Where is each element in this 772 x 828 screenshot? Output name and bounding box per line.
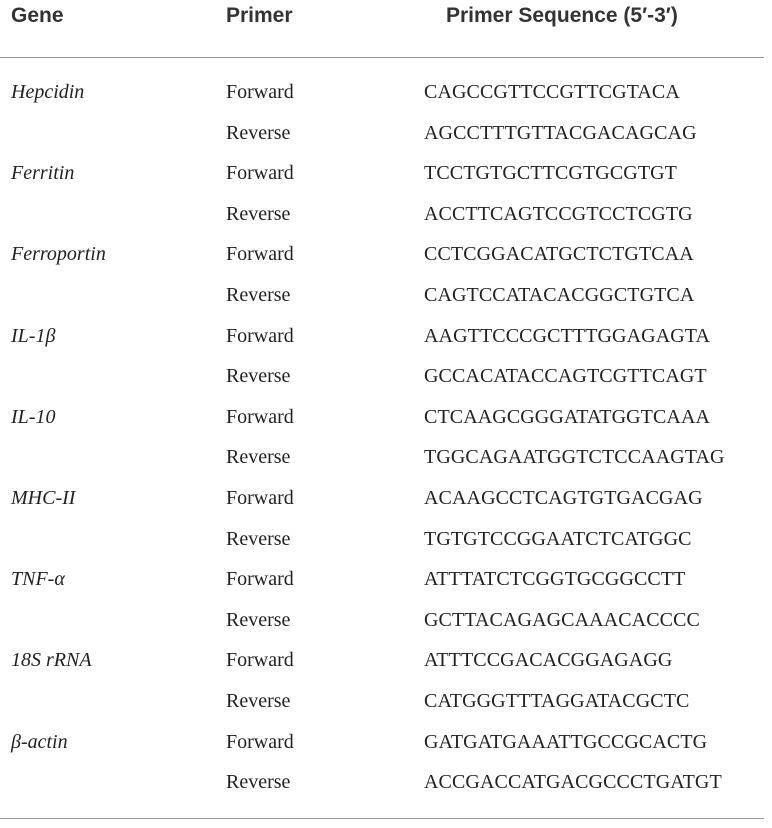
header-divider bbox=[0, 57, 764, 58]
primer-direction-cell: Forward bbox=[226, 730, 294, 753]
table-row bbox=[0, 438, 772, 479]
sequence-cell: CATGGGTTTAGGATACGCTC bbox=[424, 689, 690, 712]
sequence-cell: CTCAAGCGGGATATGGTCAAA bbox=[424, 405, 711, 428]
sequence-cell: GATGATGAAATTGCCGCACTG bbox=[424, 730, 708, 753]
table-row bbox=[0, 560, 772, 601]
sequence-cell: ACAAGCCTCAGTGTGACGAG bbox=[424, 486, 703, 509]
gene-cell: Ferroportin bbox=[11, 243, 106, 266]
table-body bbox=[0, 73, 772, 804]
sequence-cell: AAGTTCCCGCTTTGGAGAGTA bbox=[424, 324, 711, 347]
primer-direction-cell: Forward bbox=[226, 486, 294, 509]
primer-direction-cell: Reverse bbox=[226, 202, 291, 225]
table-row bbox=[0, 235, 772, 276]
primer-direction-cell: Reverse bbox=[226, 283, 291, 306]
gene-cell: IL-1β bbox=[11, 324, 56, 347]
table-row bbox=[0, 195, 772, 236]
sequence-cell: CAGCCGTTCCGTTCGTACA bbox=[424, 81, 680, 103]
primer-direction-cell: Reverse bbox=[226, 527, 291, 550]
gene-cell: Ferritin bbox=[11, 162, 75, 185]
header-gene: Gene bbox=[11, 4, 64, 27]
table-row bbox=[0, 398, 772, 439]
table-row bbox=[0, 520, 772, 561]
primer-direction-cell: Forward bbox=[226, 243, 294, 266]
table-row bbox=[0, 276, 772, 317]
table-row bbox=[0, 763, 772, 804]
primer-direction-cell: Forward bbox=[226, 405, 294, 428]
table-row bbox=[0, 641, 772, 682]
header-primer-sequence: Primer Sequence (5′-3′) bbox=[446, 4, 678, 27]
table-row bbox=[0, 114, 772, 155]
primer-direction-cell: Reverse bbox=[226, 608, 291, 631]
primer-direction-cell: Reverse bbox=[226, 365, 291, 388]
sequence-cell: GCTTACAGAGCAAACACCCC bbox=[424, 608, 700, 631]
table-row bbox=[0, 601, 772, 642]
sequence-cell: AGCCTTTGTTACGACAGCAG bbox=[424, 121, 697, 144]
sequence-cell: GCCACATACCAGTCGTTCAGT bbox=[424, 365, 707, 388]
table-row bbox=[0, 357, 772, 398]
primer-direction-cell: Forward bbox=[226, 162, 294, 185]
table-row bbox=[0, 154, 772, 195]
primer-direction-cell: Reverse bbox=[226, 689, 291, 712]
primer-direction-cell: Forward bbox=[226, 324, 294, 347]
gene-cell: MHC-II bbox=[11, 486, 76, 509]
table-row bbox=[0, 682, 772, 723]
sequence-cell: TGGCAGAATGGTCTCCAAGTAG bbox=[424, 446, 725, 469]
primer-direction-cell: Forward bbox=[226, 568, 294, 591]
sequence-cell: CCTCGGACATGCTCTGTCAA bbox=[424, 243, 694, 266]
sequence-cell: ATTTATCTCGGTGCGGCCTT bbox=[424, 568, 686, 591]
primer-direction-cell: Reverse bbox=[226, 446, 291, 469]
primer-direction-cell: Reverse bbox=[226, 121, 291, 144]
gene-cell: β-actin bbox=[11, 730, 68, 753]
table-header bbox=[0, 0, 772, 56]
sequence-cell: TCCTGTGCTTCGTGCGTGT bbox=[424, 162, 677, 185]
header-primer: Primer bbox=[226, 4, 293, 27]
gene-cell: Hepcidin bbox=[11, 81, 85, 103]
primer-direction-cell: Reverse bbox=[226, 771, 291, 794]
table-row bbox=[0, 73, 772, 114]
gene-cell: TNF-α bbox=[11, 568, 65, 591]
sequence-cell: ATTTCCGACACGGAGAGG bbox=[424, 649, 673, 672]
sequence-cell: CAGTCCATACACGGCTGTCA bbox=[424, 283, 695, 306]
primer-direction-cell: Forward bbox=[226, 81, 294, 103]
gene-cell: IL-10 bbox=[11, 405, 56, 428]
sequence-cell: TGTGTCCGGAATCTCATGGC bbox=[424, 527, 692, 550]
table-row bbox=[0, 317, 772, 358]
table-row bbox=[0, 479, 772, 520]
sequence-cell: ACCTTCAGTCCGTCCTCGTG bbox=[424, 202, 693, 225]
primer-direction-cell: Forward bbox=[226, 649, 294, 672]
table-row bbox=[0, 723, 772, 764]
gene-cell: 18S rRNA bbox=[11, 649, 92, 672]
sequence-cell: ACCGACCATGACGCCCTGATGT bbox=[424, 771, 722, 794]
table-bottom-rule bbox=[0, 818, 764, 819]
